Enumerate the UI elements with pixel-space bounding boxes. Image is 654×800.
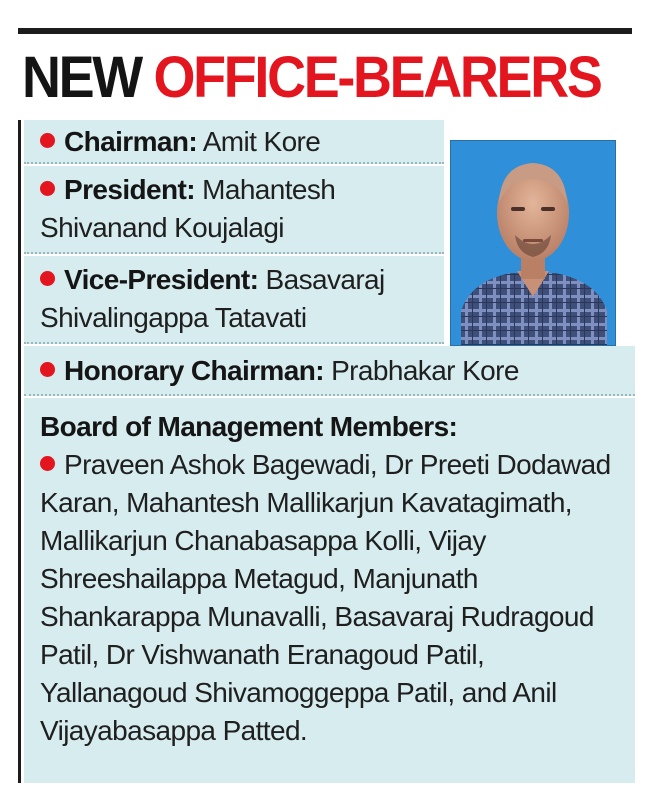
portrait-photo-icon (450, 140, 616, 346)
chairman-name: Amit Kore (202, 126, 321, 157)
president-label: President: (64, 174, 195, 205)
honorary-chairman-name: Prabhakar Kore (331, 355, 519, 386)
honorary-chairman-row (24, 346, 635, 396)
board-title: Board of Management Members: (40, 411, 458, 442)
vice-president-label: Vice-President: (64, 264, 259, 295)
president-row (24, 166, 444, 254)
board-members-text (40, 446, 635, 750)
headline (22, 38, 601, 118)
board-members: Praveen Ashok Bagewadi, Dr Preeti Dodawad Karan, Mahantesh Mallikarjun Kavatagimath, Mallikarjun Chanabasappa Kolli, Vijay Shreeshailappa Metagud, Manjunath Shankarappa Munavalli, Basavaraj Rudragoud Patil, Dr Vishwanath Eranagoud Patil, Yallanagoud Shivamoggeppa Patil, and Anil Vijayabasappa Patted. (40, 449, 611, 746)
bullet-icon (40, 456, 55, 471)
president-name: Mahantesh Shivanand Koujalagi (40, 174, 336, 243)
bullet-icon (40, 271, 55, 286)
bullet-icon (40, 133, 55, 148)
board-row (24, 398, 635, 783)
headline-word-new: NEW (22, 45, 141, 110)
vice-president-row (24, 256, 444, 344)
honorary-chairman-label: Honorary Chairman: (64, 355, 324, 386)
top-rule (18, 28, 632, 34)
chairman-row (24, 120, 444, 164)
office-bearers-card (18, 28, 632, 783)
bullet-icon (40, 362, 55, 377)
chairman-label: Chairman: (64, 126, 198, 157)
bullet-icon (40, 181, 55, 196)
headline-word-office-bearers: OFFICE-BEARERS (153, 45, 601, 110)
vice-president-name: Basavaraj Shivalingappa Tatavati (40, 264, 385, 333)
info-panel (18, 120, 632, 783)
